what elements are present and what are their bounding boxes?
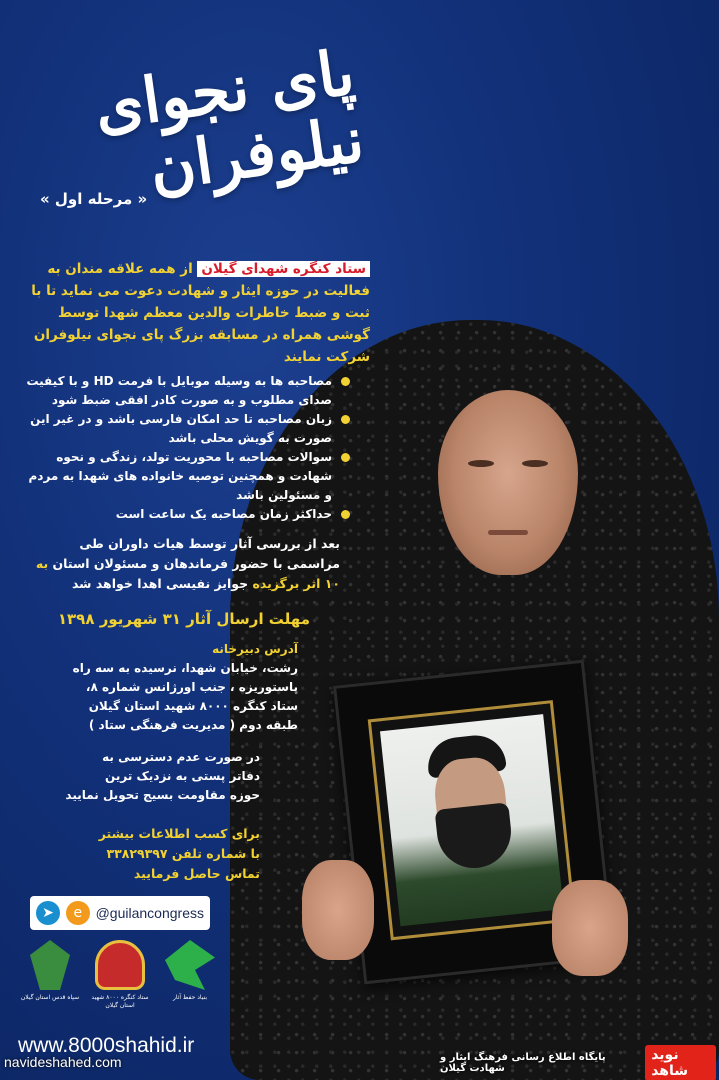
left-hand (302, 860, 374, 960)
rule-item: زبان مصاحبه تا حد امکان فارسی باشد و در غیر این صورت به گویش محلی باشد (20, 410, 350, 448)
access-line: در صورت عدم دسترسی به (102, 750, 260, 764)
sepah-emblem-icon (25, 940, 75, 990)
intro-body: از همه علاقه مندان به فعالیت در حوزه ایثار و شهادت دعوت می نماید تا با ثبت و ضبط خاطرات والدین معظم شهدا توسط گوشی همراه در مسابقه بزرگ پای نجوای نیلوفران شرکت نمایند (31, 261, 370, 365)
contact-line: تماس حاصل فرمایید (133, 866, 260, 881)
access-line: دفاتر پستی به نزدیک ترین (105, 769, 260, 783)
eitaa-icon[interactable]: e (66, 901, 90, 925)
contact-line: برای کسب اطلاعات بیشتر (98, 826, 260, 841)
address-line: پاستوریزه ، جنب اورژانس شماره ۸، (85, 680, 298, 694)
telegram-icon[interactable]: ➤ (36, 901, 60, 925)
deadline: مهلت ارسال آثار ۳۱ شهریور ۱۳۹۸ (57, 610, 310, 628)
dove-emblem-icon (165, 940, 215, 990)
mouth (488, 530, 528, 535)
social-bar[interactable] (30, 896, 210, 930)
access-note (60, 748, 260, 805)
judging-text (30, 534, 340, 594)
website-url[interactable]: www.8000shahid.ir (18, 1034, 195, 1057)
congress-logo (90, 940, 150, 1020)
photo-mat (368, 700, 576, 940)
access-line: حوزه مقاومت بسیج تحویل نمایید (65, 788, 260, 802)
page-title: پای نجوای نیلوفران (89, 35, 369, 206)
sepah-logo (20, 940, 80, 1020)
contact-phone: با شماره تلفن ۳۳۸۲۹۳۹۷ (106, 846, 260, 861)
judging-part1: بعد از بررسی آثار توسط هیات داوران طی مراسمی با حضور فرماندهان و مسئولان استان (48, 536, 340, 571)
sponsor-logos (20, 940, 230, 1020)
contact-info (90, 824, 260, 884)
stage-subtitle: « مرحله اول » (40, 190, 148, 208)
brand-tagline: پایگاه اطلاع رسانی فرهنگ ایثار و شهادت گیلان (440, 1052, 606, 1074)
logo-caption: بنیاد حفظ آثار (172, 994, 208, 1001)
logo-caption: سپاه قدس استان گیلان (20, 994, 80, 1001)
rule-item: مصاحبه ها به وسیله موبایل با فرمت HD و با کیفیت صدای مطلوب و به صورت کادر افقی ضبط شود (20, 372, 350, 410)
martyr-portrait (380, 714, 564, 926)
social-handle[interactable]: @guilancongress (95, 905, 204, 921)
organizer-highlight: ستاد کنگره شهدای گیلان (197, 261, 370, 277)
brand-badge[interactable] (440, 1047, 716, 1079)
address-block (18, 640, 298, 735)
logo-caption: ستاد کنگره ۸۰۰۰ شهید استان گیلان (91, 994, 149, 1009)
intro-text (20, 258, 370, 368)
mother-face (438, 390, 578, 575)
rules-list (20, 372, 350, 524)
eye (468, 460, 494, 467)
address-title: آدرس دبیرخانه (212, 642, 298, 656)
title-block (40, 35, 369, 240)
right-hand (552, 880, 628, 976)
address-line: ستاد کنگره ۸۰۰۰ شهید استان گیلان (88, 699, 298, 713)
eye (522, 460, 548, 467)
watermark: navideshahed.com (4, 1054, 122, 1070)
address-line: رشت، خیابان شهدا، نرسیده به سه راه (72, 661, 298, 675)
address-line: طبقه دوم ( مدیریت فرهنگی ستاد ) (88, 718, 298, 732)
rule-item: حداکثر زمان مصاحبه یک ساعت است (20, 505, 350, 524)
foundation-logo (160, 940, 220, 1020)
judging-highlight: به ۱۰ اثر برگزیده (35, 556, 340, 591)
brand-logo[interactable]: نوید شاهد (645, 1045, 716, 1080)
rule-item: سوالات مصاحبه با محوریت تولد، زندگی و نحوه شهادت و همچنین توصیه خانواده های شهدا به مردم و مسئولین باشد (20, 448, 350, 505)
portrait-beard (435, 802, 515, 871)
congress-emblem-icon (95, 940, 145, 990)
judging-part2: جوایز نفیسی اهدا خواهد شد (71, 576, 253, 591)
